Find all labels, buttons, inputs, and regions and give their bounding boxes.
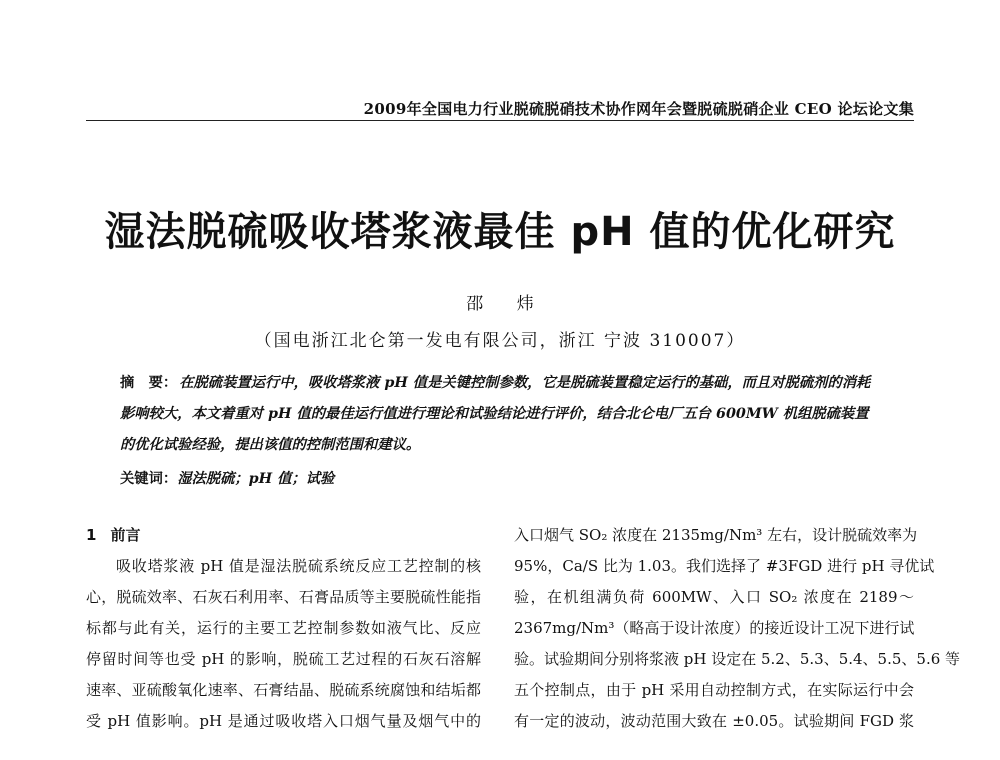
body-line: 停留时间等也受 pH 的影响，脱硫工艺过程的石灰石溶解 xyxy=(86,650,481,668)
body-line: 吸收塔浆液 pH 值是湿法脱硫系统反应工艺控制的核 xyxy=(116,557,481,575)
right-column xyxy=(514,520,961,737)
keywords xyxy=(120,468,334,488)
abstract-label: 摘 要： xyxy=(120,375,178,391)
body-line: 2367mg/Nm³（略高于设计浓度）的接近设计工况下进行试 xyxy=(514,619,915,637)
body-line: 标都与此有关，运行的主要工艺控制参数如液气比、反应 xyxy=(86,619,481,637)
abstract-line: 的优化试验经验，提出该值的控制范围和建议。 xyxy=(120,437,421,453)
section-number: 1 xyxy=(86,526,97,544)
running-header: 2009年全国电力行业脱硫脱硝技术协作网年会暨脱硫脱硝企业 CEO 论坛论文集 xyxy=(363,100,914,118)
keywords-text: 湿法脱硫；pH 值；试验 xyxy=(177,471,335,487)
body-line: 入口烟气 SO₂ 浓度在 2135mg/Nm³ 左右，设计脱硫效率为 xyxy=(514,526,918,544)
body-line: 五个控制点，由于 pH 采用自动控制方式，在实际运行中会 xyxy=(514,681,914,699)
body-line: 95%，Ca/S 比为 1.03。我们选择了 #3FGD 进行 pH 寻优试 xyxy=(514,557,935,575)
body-line: 速率、亚硫酸氧化速率、石膏结晶、脱硫系统腐蚀和结垢都 xyxy=(86,681,481,699)
body-line: 验，在机组满负荷 600MW、入口 SO₂ 浓度在 2189～ xyxy=(514,588,914,606)
body-line: 有一定的波动，波动范围大致在 ±0.05。试验期间 FGD 浆 xyxy=(514,712,914,730)
section-heading xyxy=(86,520,481,551)
paper-author: 邵 炜 xyxy=(466,294,548,314)
left-column xyxy=(86,520,481,737)
keywords-label: 关键词： xyxy=(120,471,178,487)
abstract xyxy=(120,368,910,461)
abstract-line: 影响较大，本文着重对 pH 值的最佳运行值进行理论和试验结论进行评价，结合北仑电厂五台 600MW 机组脱硫装置 xyxy=(120,406,869,422)
body-line: 验。试验期间分别将浆液 pH 设定在 5.2、5.3、5.4、5.5、5.6 等 xyxy=(514,650,961,668)
paper-title: 湿法脱硫吸收塔浆液最佳 pH 值的优化研究 xyxy=(104,209,896,255)
abstract-line xyxy=(120,368,910,399)
body-line: 受 pH 值影响。pH 是通过吸收塔入口烟气量及烟气中的 xyxy=(86,712,481,730)
section-title: 前言 xyxy=(110,526,141,544)
header-rule xyxy=(86,120,914,121)
body-line: 心，脱硫效率、石灰石利用率、石膏品质等主要脱硫性能指 xyxy=(86,588,481,606)
abstract-text: 在脱硫装置运行中，吸收塔浆液 pH 值是关键控制参数，它是脱硫装置稳定运行的基础，而且对脱硫剂的消耗 xyxy=(179,375,871,391)
paper-affiliation: （国电浙江北仑第一发电有限公司，浙江 宁波 310007） xyxy=(254,331,746,351)
